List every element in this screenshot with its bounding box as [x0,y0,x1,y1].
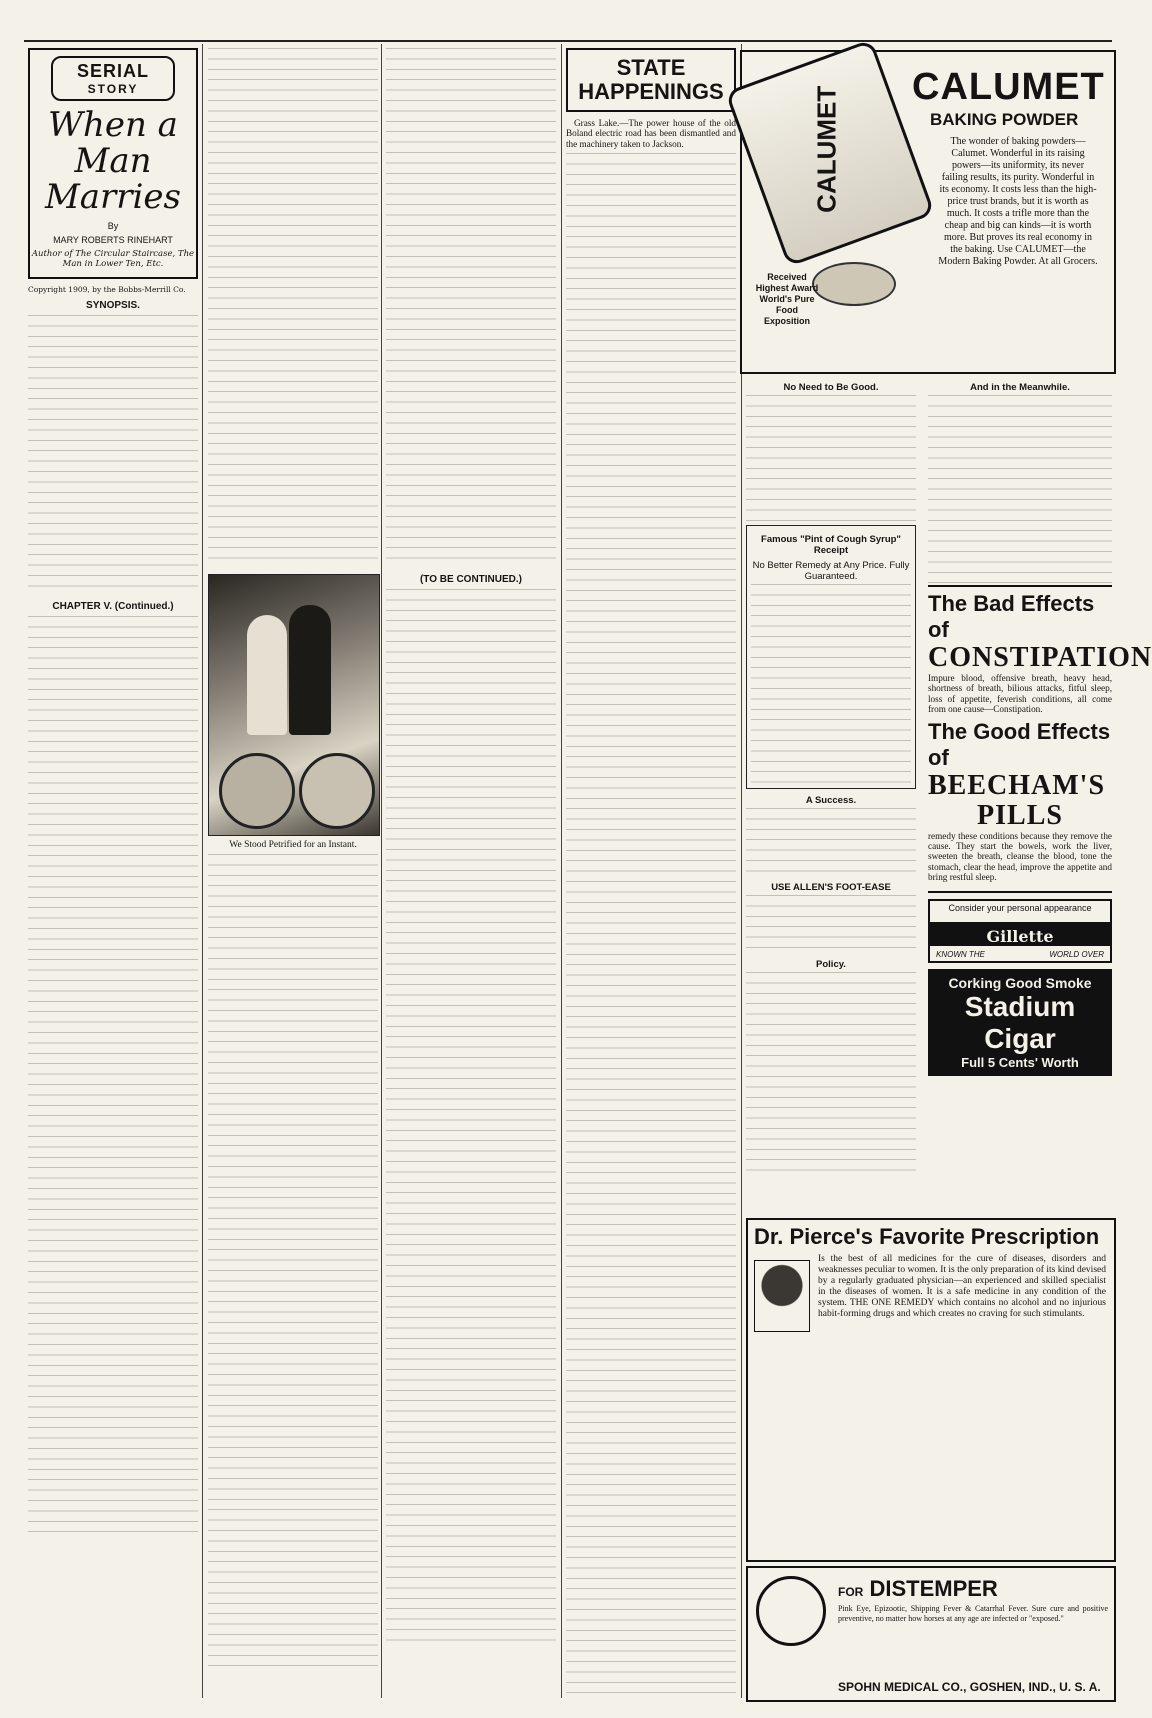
state-lead-paragraph: Grass Lake.—The power house of the old Boland electric road has been dismantled and the machinery taken to Jackson. [566,118,736,149]
pills-word: PILLS [977,799,1063,831]
gillette-ad [928,899,1112,963]
no-need-heading: No Need to Be Good. [783,382,879,393]
calumet-award: Received Highest Award World's Pure Food Exposition [755,272,819,326]
continued-note: (TO BE CONTINUED.) [419,574,523,585]
gillette-footer [936,950,1104,959]
spohn-text: Pink Eye, Epizootic, Shipping Fever & Catarrhal Fever. Sure cure and positive preventive, no matter how horses at any age are infected or "exposed." [838,1604,1108,1623]
serial-badge-sub: STORY [87,82,139,96]
pierce-portrait-image [754,1260,810,1332]
misc-text [746,972,916,1172]
misc-text [746,895,916,955]
by-label: By [107,221,119,231]
author-works: Author of The Circular Staircase, The Man in Lower Ten, Etc. [31,249,195,269]
calumet-copy: The wonder of baking powders—Calumet. Wonderful in its raising powers—its uniformity, its never failing results, its purity. Wonderful in its economy. It costs less than the high-price trust brands, but it is worth as much. It costs a trifle more than the cheap and big can kinds—it is worth more. But proves its real economy in the baking. Use CALUMET—the Modern Baking Powder. At all Grocers. [938,136,1098,267]
author-name: MARY ROBERTS RINEHART [53,235,173,245]
cough-text [751,584,911,784]
chapter-heading: CHAPTER V. (Continued.) [52,601,174,612]
calumet-name: CALUMET [912,66,1105,108]
spohn-title [838,1576,998,1602]
gillette-name: Gillette [986,926,1054,946]
beecham-text: remedy these conditions because they remove the cause. They start the bowels, work the liver, sweeten the breath, cleanse the blood, tone the stomach, clear the head, improve the appetite and bring restful sleep. [928,830,1112,883]
good-effects-head: The Good Effects of [928,718,1111,770]
byline [30,221,196,231]
beechams-word: BEECHAM'S [928,769,1106,801]
column-ads-6 [928,378,1152,1208]
calumet-ad [740,50,1116,374]
meanwhile-heading: And in the Meanwhile. [970,382,1070,393]
synopsis-text [28,315,198,595]
pierce-text: Is the best of all medicines for the cure of diseases, disorders and weaknesses peculiar to women. It is the only preparation of its kind devised by a regularly graduated physician—an experienced and skilled specialist in the diseases of women. It is a safe medicine in any condition of the system. THE ONE REMEDY which contains no alcohol and no injurious habit-forming drugs and which creates no craving for such stimulants. [818,1254,1106,1319]
illustration-caption: We Stood Petrified for an Instant. [229,840,357,850]
dr-pierce-ad [746,1218,1116,1562]
spohn-logo-icon [756,1576,826,1646]
serial-badge-text: SERIAL [76,61,149,81]
gillette-footer-left: KNOWN THE [936,949,985,959]
spohn-footer: SPOHN MEDICAL CO., GOSHEN, IND., U. S. A. [838,1680,1101,1694]
constipation-text: Impure blood, offensive breath, heavy head, shortness of breath, bilious attacks, fitful sleep, loss of appetite, feverish conditions, all come from one cause—Constipation. [928,673,1112,715]
stadium-cigar-ad [928,969,1112,1076]
beechams-ad [928,585,1152,893]
spohn-for: FOR [838,1585,864,1599]
misc-text [746,808,916,878]
serial-header [28,48,198,279]
figure-man [289,605,331,735]
bad-effects-head: The Bad Effects of [928,591,1095,642]
column-state-happenings [566,48,736,1696]
spohn-distemper: DISTEMPER [869,1576,998,1601]
copyright: Copyright 1909, by the Bobbs-Merrill Co. [28,285,186,294]
spohn-distemper-ad [746,1566,1116,1702]
biscuit-image [812,262,896,306]
column-serial-story [28,48,198,1696]
story-text [208,48,378,568]
cough-heading: Famous "Pint of Cough Syrup" Receipt [761,534,901,556]
serial-badge [51,56,175,101]
top-rule [24,40,1112,42]
cigar-line3: Full 5 Cents' Worth [961,1054,1079,1070]
column-story-continued [208,48,378,1696]
story-text [386,48,556,568]
column-misc-5 [746,378,916,1208]
cigar-line2: Stadium Cigar [964,990,1076,1054]
column-rule [381,44,382,1698]
allens-heading: USE ALLEN'S FOOT-EASE [771,882,891,893]
cough-subheading: No Better Remedy at Any Price. Fully Guaranteed. [752,560,910,582]
policy-heading: Policy. [816,959,846,970]
constipation-word: CONSTIPATION [928,642,1152,673]
success-heading: A Success. [805,795,857,806]
serial-title: When a Man Marries [44,105,182,217]
cough-syrup-ad [746,525,916,789]
column-story-end [386,48,556,1696]
column-rule [561,44,562,1698]
misc-text [746,395,916,525]
figure-woman [247,615,287,735]
synopsis-heading: SYNOPSIS. [86,300,140,311]
barrel [219,753,295,829]
calumet-can-image: CALUMET [725,39,935,267]
barrel [299,753,375,829]
column-rule [202,44,203,1698]
misc-articles [386,589,556,1649]
gillette-tagline: Consider your personal appearance [948,902,1092,913]
state-news-text [566,153,736,1693]
story-text [208,854,378,1674]
cigar-line1: Corking Good Smoke [948,974,1092,991]
story-text [28,616,198,1536]
story-illustration [208,574,380,836]
calumet-subtitle: BAKING POWDER [930,110,1079,129]
misc-text [928,395,1112,585]
gillette-footer-right: WORLD OVER [1049,949,1104,959]
state-happenings-title: STATE HAPPENINGS [566,48,736,112]
pierce-title: Dr. Pierce's Favorite Prescription [754,1224,1100,1249]
